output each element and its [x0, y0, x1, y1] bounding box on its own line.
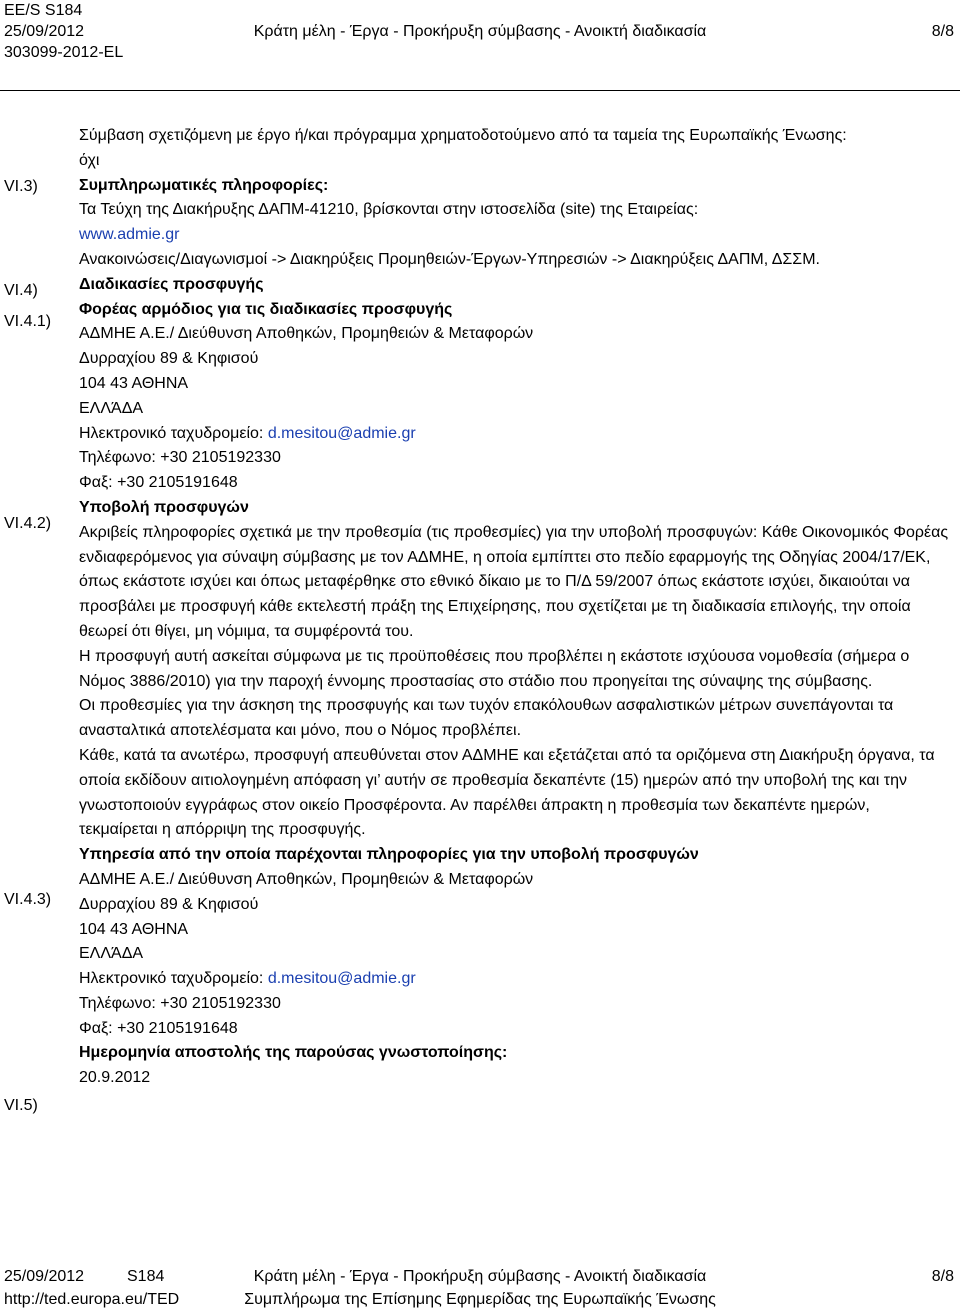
- website-path: Ανακοινώσεις/Διαγωνισμοί -> Διακηρύξεις Προμηθειών-Έργων-Υπηρεσιών -> Διακηρύξεις ΔΑΠΜ, ΔΣΣΜ.: [79, 250, 820, 268]
- section-label-vi42: VI.4.2): [4, 515, 52, 532]
- appeal-heading: Διαδικασίες προσφυγής: [79, 275, 264, 293]
- appeal-body-org: ΑΔΜΗΕ Α.Ε./ Διεύθυνση Αποθηκών, Προμηθειών & Μεταφορών: [79, 325, 534, 343]
- appeal-body-phone-label: Τηλέφωνο:: [79, 449, 156, 467]
- info-service-heading: Υπηρεσία από την οποία παρέχονται πληροφορίες για την υποβολή προσφυγών: [79, 846, 699, 864]
- doc-id: EE/S S184: [4, 2, 83, 19]
- appeal-body-city: 104 43 ΑΘΗΝΑ: [79, 374, 189, 392]
- eu-funds-line: Σύμβαση σχετιζόμενη με έργο ή/και πρόγραμμα χρηματοδοτούμενο από τα ταμεία της Ευρωπαϊκής Ένωσης:: [79, 127, 847, 144]
- footer-date: 25/09/2012: [4, 1268, 85, 1285]
- info-service-fax: +30 2105191648: [117, 1019, 238, 1037]
- footer-supplement: Συμπλήρωμα της Επίσημης Εφημερίδας της Ευρωπαϊκής Ένωσης: [244, 1291, 716, 1308]
- appeal-body-address: [79, 322, 949, 496]
- header-divider: [0, 90, 960, 91]
- eu-funds-value: όχι: [79, 151, 100, 169]
- appeal-body-heading: Φορέας αρμόδιος για τις διαδικασίες προσφυγής: [79, 300, 453, 318]
- info-service-phone: +30 2105192330: [160, 994, 281, 1012]
- section-label-vi5: VI.5): [4, 1097, 38, 1114]
- footer-url[interactable]: http://ted.europa.eu/TED: [4, 1291, 180, 1308]
- info-service-country: ΕΛΛΆΔΑ: [79, 945, 144, 963]
- footer-title: Κράτη μέλη - Έργα - Προκήρυξη σύμβασης - Ανοικτή διαδικασία: [253, 1268, 707, 1285]
- lodging-paragraph-4: Κάθε, κατά τα ανωτέρω, προσφυγή απευθύνεται στον ΑΔΜΗΕ και εξετάζεται από τα οριζόμενα στη Διακήρυξη όργανα, τα οποία εκδίδουν αιτιολογημένη απόφαση γι’ αυτήν σε προθεσμία δεκαπέντε (15) ημερών από την υποβολή της και την γνωστοποιούν εγγράφως στον οικείο Προσφέροντα. Αν παρέλθει άπρακτη η προθεσμία των δεκαπέντε ημερών, τεκμαίρεται η απόρριψη της προσφυγής.: [79, 746, 935, 839]
- dispatch-date: 20.9.2012: [79, 1069, 151, 1087]
- info-service-city: 104 43 ΑΘΗΝΑ: [79, 920, 189, 938]
- info-service-street: Δυρραχίου 89 & Κηφισού: [79, 895, 259, 913]
- website-link[interactable]: www.admie.gr: [79, 226, 180, 244]
- additional-info-text: Τα Τεύχη της Διακήρυξης ΔΑΠΜ-41210, βρίσκονται στην ιστοσελίδα (site) της Εταιρείας:: [79, 201, 699, 219]
- lodging-paragraph-2: Η προσφυγή αυτή ασκείται σύμφωνα με τις προϋποθέσεις που προβλέπει η εκάστοτε ισχύουσα νομοθεσία (σήμερα ο Νόμος 3886/2010) για την παροχή έννομης προστασίας στο στάδιο που προηγείται της σύναψης της σύμβασης.: [79, 647, 910, 690]
- footer-page-number: 8/8: [931, 1268, 954, 1285]
- lodging-heading: Υποβολή προσφυγών: [79, 498, 249, 516]
- info-service-fax-label: Φαξ:: [79, 1019, 113, 1037]
- appeal-body-street: Δυρραχίου 89 & Κηφισού: [79, 350, 259, 368]
- appeal-body-email-link[interactable]: d.mesitou@admie.gr: [267, 424, 416, 442]
- section-label-vi3: VI.3): [4, 178, 38, 195]
- appeal-body-fax: +30 2105191648: [117, 474, 238, 492]
- additional-info-heading: Συμπληρωματικές πληροφορίες:: [79, 176, 329, 194]
- info-service-email-link[interactable]: d.mesitou@admie.gr: [267, 970, 416, 988]
- appeal-body-fax-label: Φαξ:: [79, 474, 113, 492]
- appeal-body-country: ΕΛΛΆΔΑ: [79, 399, 144, 417]
- footer-series: S184: [127, 1268, 165, 1285]
- header-page-number: 8/8: [931, 23, 954, 40]
- appeal-body-phone: +30 2105192330: [160, 449, 281, 467]
- page-footer: [4, 1265, 956, 1311]
- header-title: Κράτη μέλη - Έργα - Προκήρυξη σύμβασης - Ανοικτή διαδικασία: [253, 23, 707, 40]
- lodging-paragraph-3: Οι προθεσμίες για την άσκηση της προσφυγής και των τυχόν επακόλουθων ασφαλιστικών μέτρων συνεπάγονται τα ανασταλτικά αποτελέσματα και μόνο, που ο Νόμος προβλέπει.: [79, 697, 894, 740]
- section-label-vi43: VI.4.3): [4, 891, 52, 908]
- info-service-email-label: Ηλεκτρονικό ταχυδρομείο:: [79, 970, 264, 988]
- section-label-vi4: VI.4): [4, 282, 38, 299]
- info-service-phone-label: Τηλέφωνο:: [79, 994, 156, 1012]
- lodging-paragraph-1: Ακριβείς πληροφορίες σχετικά με την προθεσμία (τις προθεσμίες) για την υποβολή προσφυγών: Κάθε Οικονομικός Φορέας ενδιαφερόμενος για σύναψη σύμβασης με τον ΑΔΜΗΕ, η οποία εμπίπτει στο πεδίο εφαρμογής της Οδηγίας 2004/17/ΕΚ, όπως εκάστοτε ισχύει και όπως μεταφέρθηκε στο εθνικό δίκαιο με το Π/Δ 59/2007 όπως εκάστοτε ισχύει, δικαιούται να προσβάλει με προσφυγή κάθε εκτελεστή πράξη της Επιχείρησης, που σχετίζεται με τη διαδικασία επιλογής, την οποία θεωρεί ότι θίγει, μη νόμιμα, τα συμφέροντά του.: [79, 523, 949, 640]
- main-content: [79, 124, 949, 1091]
- header-date: 25/09/2012: [4, 23, 85, 40]
- header-ref: 303099-2012-EL: [4, 44, 124, 61]
- appeal-body-email-label: Ηλεκτρονικό ταχυδρομείο:: [79, 424, 264, 442]
- section-label-vi41: VI.4.1): [4, 313, 52, 330]
- dispatch-heading: Ημερομηνία αποστολής της παρούσας γνωστοποίησης:: [79, 1044, 508, 1062]
- info-service-address: [79, 868, 949, 1042]
- info-service-org: ΑΔΜΗΕ Α.Ε./ Διεύθυνση Αποθηκών, Προμηθειών & Μεταφορών: [79, 870, 534, 888]
- page-header: [4, 0, 956, 63]
